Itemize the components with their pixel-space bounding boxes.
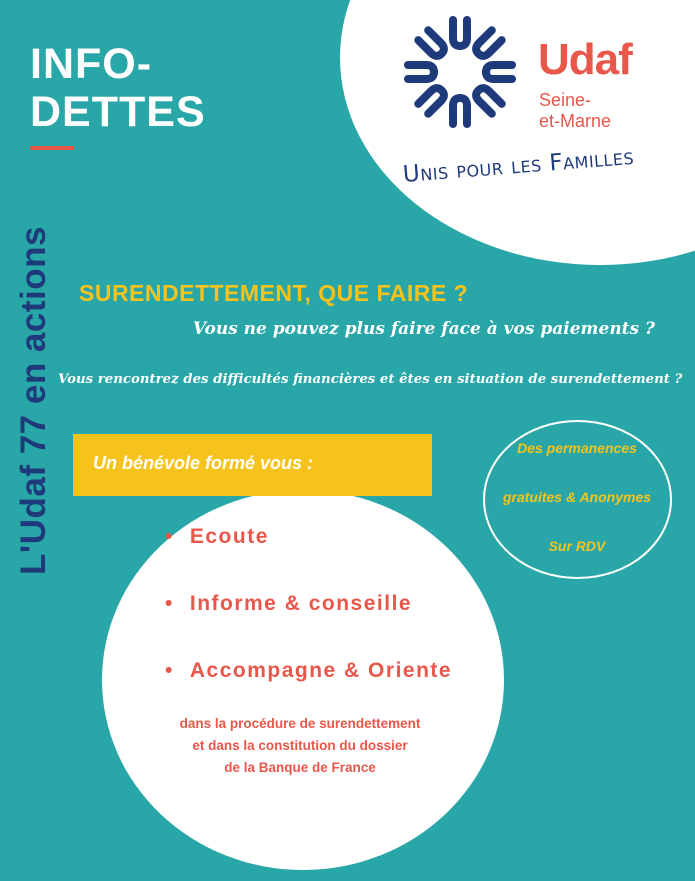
permanences-line-2: gratuites & Anonymes	[502, 489, 652, 505]
udaf-logo-icon	[400, 12, 520, 132]
page-title	[30, 40, 206, 136]
permanences-line-1: Des permanences	[517, 440, 637, 456]
logo-dept-line-1: Seine-	[539, 90, 592, 110]
service-label: Accompagne & Oriente	[189, 659, 453, 682]
logo-department	[539, 90, 611, 132]
vertical-tagline: L'Udaf 77 en actions	[14, 226, 53, 575]
question-2: Vous rencontrez des difficultés financières et êtes en situation de surendettement ?	[58, 372, 683, 387]
list-item: • Ecoute	[165, 525, 269, 548]
list-item: • Accompagne & Oriente	[165, 659, 453, 682]
question-1: Vous ne pouvez plus faire face à vos paiements ?	[192, 319, 655, 339]
volunteer-label: Un bénévole formé vous :	[93, 453, 314, 473]
procedure-text	[130, 713, 470, 779]
logo-wordmark: Udaf	[538, 35, 632, 84]
services-list	[165, 525, 452, 726]
permanences-line-3: Sur RDV	[548, 538, 606, 554]
title-line-2: DETTES	[30, 88, 206, 136]
headline: SURENDETTEMENT, QUE FAIRE ?	[79, 280, 469, 306]
service-label: Informe & conseille	[189, 592, 413, 615]
title-line-1: INFO-	[30, 40, 153, 88]
logo-tagline: Unis pour les Familles	[401, 143, 635, 188]
logo-dept-line-2: et-Marne	[539, 111, 612, 131]
procedure-line: de la Banque de France	[224, 760, 376, 775]
procedure-line: dans la procédure de surendettement	[179, 716, 421, 731]
procedure-line: et dans la constitution du dossier	[192, 738, 408, 753]
list-item: • Informe & conseille	[165, 592, 413, 615]
volunteer-banner	[73, 434, 432, 496]
service-label: Ecoute	[189, 525, 269, 548]
title-underline	[30, 146, 74, 150]
